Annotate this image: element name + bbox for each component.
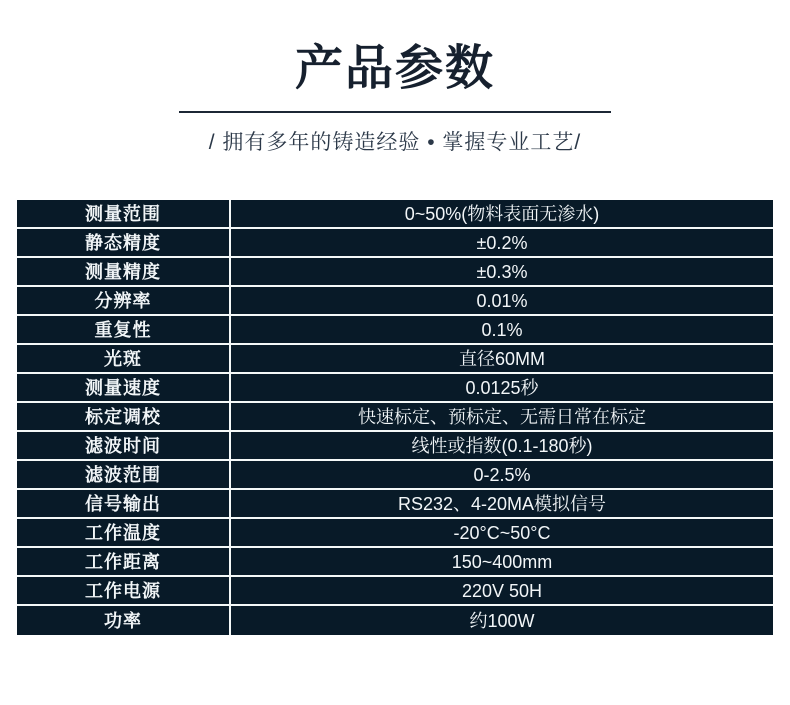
param-value: 约100W [231, 606, 773, 635]
param-label: 测量范围 [17, 200, 231, 227]
table-row [17, 519, 773, 548]
param-label: 测量精度 [17, 258, 231, 285]
table-row [17, 403, 773, 432]
param-label: 工作电源 [17, 577, 231, 604]
table-row [17, 606, 773, 635]
param-value: ±0.2% [231, 229, 773, 256]
param-label: 工作温度 [17, 519, 231, 546]
param-label: 静态精度 [17, 229, 231, 256]
table-row [17, 461, 773, 490]
param-value: 线性或指数(0.1-180秒) [231, 432, 773, 459]
table-row [17, 287, 773, 316]
table-row [17, 229, 773, 258]
param-value: 0.0125秒 [231, 374, 773, 401]
param-label: 功率 [17, 606, 231, 635]
param-label: 滤波时间 [17, 432, 231, 459]
param-value: 0.1% [231, 316, 773, 343]
param-label: 分辨率 [17, 287, 231, 314]
table-row [17, 316, 773, 345]
table-row [17, 258, 773, 287]
param-label: 测量速度 [17, 374, 231, 401]
param-value: 0~50%(物料表面无渗水) [231, 200, 773, 227]
param-label: 工作距离 [17, 548, 231, 575]
param-value: 220V 50H [231, 577, 773, 604]
table-row [17, 548, 773, 577]
page-title: 产品参数 [294, 42, 495, 95]
param-label: 滤波范围 [17, 461, 231, 488]
param-value: 0.01% [231, 287, 773, 314]
table-row [17, 374, 773, 403]
param-value: 直径60MM [231, 345, 773, 372]
table-row [17, 200, 773, 229]
param-value: 快速标定、预标定、无需日常在标定 [231, 403, 773, 430]
param-label: 重复性 [17, 316, 231, 343]
table-row [17, 490, 773, 519]
page-subtitle: / 拥有多年的铸造经验 • 掌握专业工艺/ [208, 130, 582, 154]
table-row [17, 345, 773, 374]
param-value: 150~400mm [231, 548, 773, 575]
table-row [17, 577, 773, 606]
title-underline [179, 111, 611, 113]
table-row [17, 432, 773, 461]
param-label: 信号输出 [17, 490, 231, 517]
header [0, 0, 790, 156]
param-value: ±0.3% [231, 258, 773, 285]
param-label: 标定调校 [17, 403, 231, 430]
param-value: 0-2.5% [231, 461, 773, 488]
param-value: RS232、4-20MA模拟信号 [231, 490, 773, 517]
param-value: -20°C~50°C [231, 519, 773, 546]
param-label: 光斑 [17, 345, 231, 372]
spec-table [17, 200, 773, 635]
